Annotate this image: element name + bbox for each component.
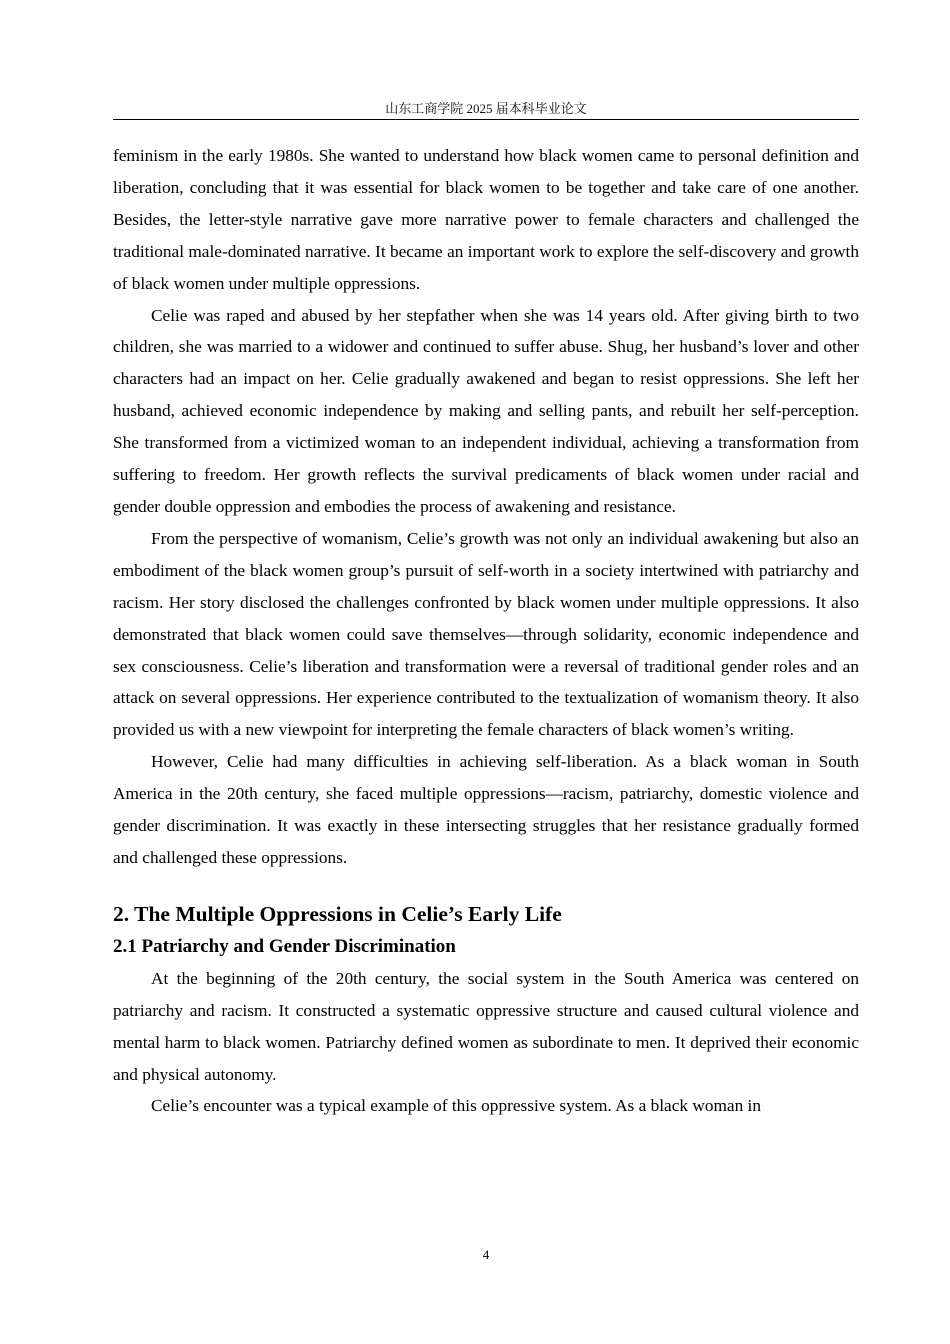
paragraph-difficulties: However, Celie had many difficulties in achieving self-liberation. As a black woman in South America in the 20th century, she faced multiple oppressions—racism, patriarchy, domestic violence and gender discrimination. It was exactly in these intersecting struggles that her resistance gradually formed and challenged these oppressions. bbox=[113, 752, 859, 867]
section-heading: 2. The Multiple Oppressions in Celie’s Early Life bbox=[113, 901, 562, 926]
paragraph-celie-abuse: Celie was raped and abused by her stepfather when she was 14 years old. After giving birth to two children, she was married to a widower and continued to suffer abuse. Shug, her husband’s lover and other characters had an impact on her. Celie gradually awakened and began to resist oppressions. She left her husband, achieved economic independence by making and selling pants, and rebuilt her self-perception. She transformed from a victimized woman to an independent individual, achieving a transformation from suffering to freedom. Her growth reflects the survival predicaments of black women under racial and gender double oppression and embodies the process of awakening and resistance. bbox=[113, 305, 859, 516]
page-number: 4 bbox=[482, 1247, 490, 1262]
paragraph-celie-encounter: Celie’s encounter was a typical example of this oppressive system. As a black woman in bbox=[151, 1096, 761, 1116]
page-body bbox=[113, 140, 859, 1122]
paragraph-continued: feminism in the early 1980s. She wanted to understand how black women came to personal definition and liberation, concluding that it was essential for black women to be together and take care of one another. Besides, the letter-style narrative gave more narrative power to female characters and challenged the traditional male-dominated narrative. It became an important work to explore the self-discovery and growth of black women under multiple oppressions. bbox=[113, 146, 859, 293]
header-divider bbox=[113, 119, 859, 120]
subsection-heading: 2.1 Patriarchy and Gender Discrimination bbox=[113, 935, 456, 957]
running-header: 山东工商学院 2025 届本科毕业论文 bbox=[385, 101, 587, 116]
paragraph-patriarchy: At the beginning of the 20th century, the social system in the South America was centered on patriarchy and racism. It constructed a systematic oppressive structure and caused cultural violence and mental harm to black women. Patriarchy defined women as subordinate to men. It deprived their economic and physical autonomy. bbox=[113, 968, 859, 1084]
paragraph-womanism-perspective: From the perspective of womanism, Celie’s growth was not only an individual awakening but also an embodiment of the black women group’s pursuit of self-worth in a society intertwined with patriarchy and racism. Her story disclosed the challenges confronted by black women under multiple oppressions. It also demonstrated that black women could save themselves—through solidarity, economic independence and sex consciousness. Celie’s liberation and transformation were a reversal of traditional gender roles and an attack on several oppressions. Her experience contributed to the textualization of womanism theory. It also provided us with a new viewpoint for interpreting the female characters of black women’s writing. bbox=[113, 528, 859, 740]
